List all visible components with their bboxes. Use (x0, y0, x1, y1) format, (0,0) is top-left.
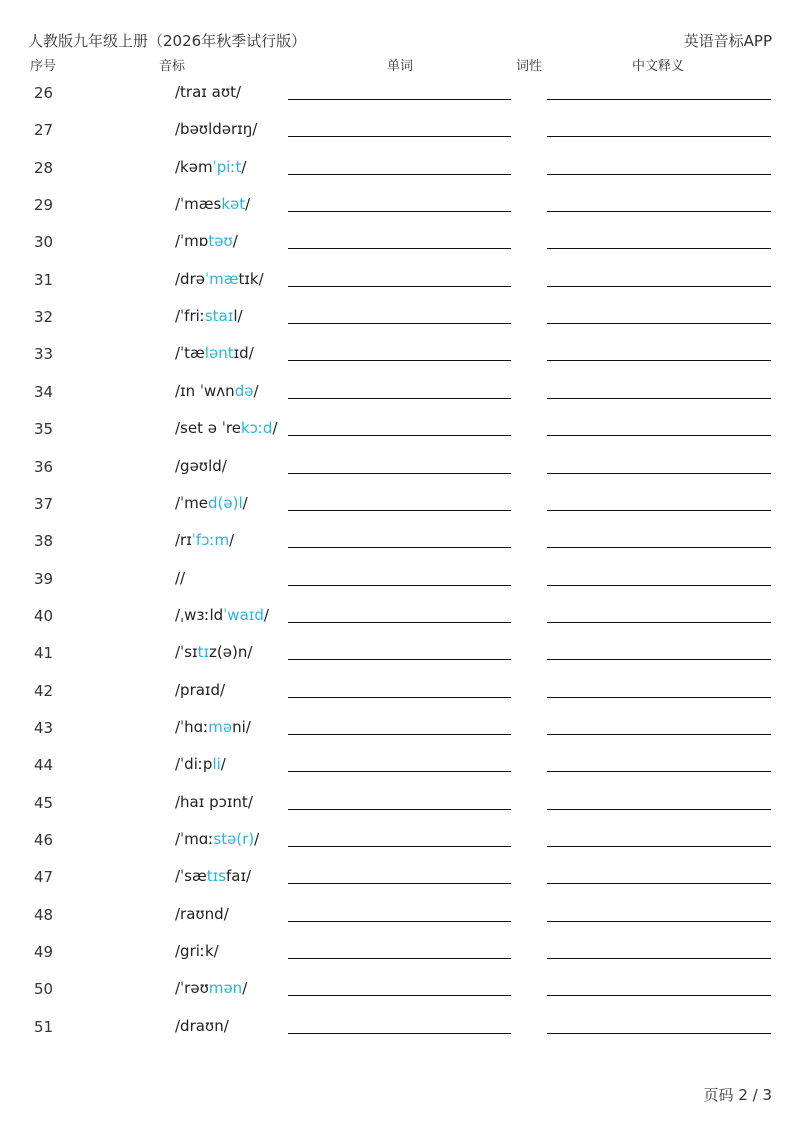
table-row (0, 867, 800, 908)
word-answer-line[interactable] (288, 286, 511, 287)
phonetic-segment: / (272, 419, 278, 438)
table-row (0, 755, 800, 796)
column-header-word: 单词 (387, 59, 414, 74)
phonetic-segment: /ˈmæs (175, 195, 222, 214)
word-answer-line[interactable] (288, 99, 511, 100)
table-row (0, 83, 800, 124)
phonetic-segment: /draʊn/ (175, 1016, 229, 1035)
stressed-syllable: lənt (204, 344, 234, 363)
row-index: 41 (34, 644, 54, 663)
row-index: 37 (34, 494, 54, 513)
row-index: 42 (34, 681, 54, 700)
phonetic-segment: /ˈsæ (175, 867, 207, 886)
table-row (0, 493, 800, 535)
phonetic-segment: / (263, 605, 269, 624)
word-answer-line[interactable] (288, 958, 511, 959)
phonetic-segment: /ˌwɜːld (175, 605, 224, 624)
phonetic-segment: /ˈdiːp (175, 755, 213, 774)
meaning-answer-line[interactable] (547, 136, 771, 137)
word-answer-line[interactable] (288, 323, 511, 324)
row-index: 33 (34, 345, 54, 364)
word-answer-line[interactable] (288, 360, 511, 361)
phonetic-segment: / (242, 979, 248, 998)
word-answer-line[interactable] (288, 435, 511, 436)
table-row (0, 381, 800, 423)
table-row (0, 195, 800, 236)
meaning-answer-line[interactable] (547, 398, 771, 399)
row-index: 51 (34, 1017, 54, 1036)
stressed-syllable: mə (208, 717, 233, 736)
phonetic-segment: ɪd/ (233, 344, 254, 363)
table-row (0, 942, 800, 983)
row-index: 45 (34, 793, 54, 812)
stressed-syllable: də (234, 381, 254, 400)
table-row (0, 680, 800, 722)
row-index: 32 (34, 308, 54, 327)
row-index: 50 (34, 980, 54, 999)
meaning-answer-line[interactable] (547, 435, 771, 436)
table-row (0, 568, 800, 610)
row-index: 40 (34, 606, 54, 625)
stressed-syllable: staɪ (204, 307, 234, 326)
meaning-answer-line[interactable] (547, 99, 771, 100)
word-answer-line[interactable] (288, 771, 511, 772)
row-index: 36 (34, 457, 54, 476)
table-row (0, 419, 800, 460)
phonetic-segment: / (254, 830, 260, 848)
meaning-answer-line[interactable] (547, 659, 771, 660)
word-answer-line[interactable] (288, 622, 511, 623)
stressed-syllable: mən (208, 979, 243, 998)
meaning-answer-line[interactable] (547, 585, 771, 586)
row-index: 43 (34, 718, 54, 737)
phonetic-segment: /griːk/ (175, 942, 219, 961)
meaning-answer-line[interactable] (547, 622, 771, 623)
phonetic-segment: /rɪ (175, 531, 192, 550)
stressed-syllable: ˈwaɪd (223, 605, 264, 624)
table-row (0, 605, 800, 647)
stressed-syllable: ˈpiːt (212, 157, 242, 176)
stressed-syllable: tɪ (197, 643, 210, 662)
page-number: 页码 2 / 3 (703, 1086, 772, 1104)
column-header-index: 序号 (30, 59, 57, 74)
row-index: 38 (34, 532, 54, 551)
meaning-answer-line[interactable] (547, 473, 771, 474)
word-answer-line[interactable] (288, 697, 511, 698)
phonetic-segment: /set ə ˈre (175, 419, 241, 438)
word-answer-line[interactable] (288, 211, 511, 212)
phonetic-segment: / (245, 195, 251, 214)
meaning-answer-line[interactable] (547, 771, 771, 772)
table-row (0, 1016, 800, 1058)
word-answer-line[interactable] (288, 547, 511, 548)
table-row (0, 232, 800, 273)
word-answer-line[interactable] (288, 734, 511, 735)
row-index: 47 (34, 868, 54, 887)
phonetic-segment: /haɪ pɔɪnt/ (175, 792, 253, 811)
table-row (0, 456, 800, 498)
phonetic-segment: /bəʊldərɪŋ/ (175, 120, 258, 139)
stressed-syllable: li (212, 755, 221, 774)
phonetic-segment: /ˈmɒ (175, 232, 209, 251)
row-index: 34 (34, 382, 54, 401)
stressed-syllable: stə(r) (213, 830, 255, 848)
phonetic-segment: /kəm (175, 157, 213, 176)
phonetic-segment: / (220, 755, 226, 774)
row-index: 31 (34, 270, 54, 289)
row-index: 48 (34, 905, 54, 924)
meaning-answer-line[interactable] (547, 995, 771, 996)
meaning-answer-line[interactable] (547, 360, 771, 361)
row-index: 26 (34, 84, 54, 102)
meaning-answer-line[interactable] (547, 921, 771, 922)
word-answer-line[interactable] (288, 248, 511, 249)
word-answer-line[interactable] (288, 809, 511, 810)
row-index: 46 (34, 831, 54, 849)
phonetic-segment: faɪ/ (226, 867, 252, 886)
phonetic-segment: /raʊnd/ (175, 904, 229, 923)
stressed-syllable: təʊ (208, 232, 233, 251)
table-row (0, 531, 800, 572)
table-row (0, 643, 800, 684)
meaning-answer-line[interactable] (547, 323, 771, 324)
table-row (0, 717, 800, 759)
column-header-pos: 词性 (516, 59, 543, 74)
meaning-answer-line[interactable] (547, 510, 771, 511)
phonetic-segment: l/ (233, 307, 243, 326)
row-index: 28 (34, 158, 54, 177)
word-answer-line[interactable] (288, 174, 511, 175)
word-answer-line[interactable] (288, 921, 511, 922)
meaning-answer-line[interactable] (547, 958, 771, 959)
row-index: 27 (34, 121, 54, 140)
phonetic-segment: /ˈmɑː (175, 830, 214, 848)
stressed-syllable: ˈfɔːm (191, 531, 230, 550)
word-answer-line[interactable] (288, 585, 511, 586)
phonetic-segment: /ɪn ˈwʌn (175, 381, 235, 400)
word-answer-line[interactable] (288, 846, 511, 847)
stressed-syllable: ˈmæ (204, 269, 239, 288)
table-row (0, 120, 800, 161)
meaning-answer-line[interactable] (547, 547, 771, 548)
table-row (0, 904, 800, 946)
document-title: 人教版九年级上册（2026年秋季试行版） (28, 32, 307, 50)
table-row (0, 830, 800, 871)
row-index: 49 (34, 943, 54, 962)
table-row (0, 269, 800, 311)
meaning-answer-line[interactable] (547, 697, 771, 698)
table-row (0, 157, 800, 199)
word-answer-line[interactable] (288, 510, 511, 511)
table-row (0, 344, 800, 385)
phonetic-segment: /traɪ aʊt/ (175, 83, 242, 101)
word-answer-line[interactable] (288, 398, 511, 399)
phonetic-segment: /gəʊld/ (175, 456, 227, 475)
phonetic-segment: /ˈsɪ (175, 643, 198, 662)
meaning-answer-line[interactable] (547, 211, 771, 212)
column-header-phonetic: 音标 (159, 59, 186, 74)
phonetic-segment: /ˈme (175, 493, 209, 512)
stressed-syllable: kɔːd (240, 419, 273, 438)
phonetic-segment: / (253, 381, 259, 400)
phonetic-segment: / (241, 157, 247, 176)
phonetic-segment: / (229, 531, 235, 550)
row-index: 39 (34, 569, 54, 588)
meaning-answer-line[interactable] (547, 846, 771, 847)
phonetic-segment: tɪk/ (238, 269, 264, 288)
stressed-syllable: kət (221, 195, 246, 214)
row-index: 29 (34, 196, 54, 215)
meaning-answer-line[interactable] (547, 883, 771, 884)
phonetic-segment: /drə (175, 269, 205, 288)
meaning-answer-line[interactable] (547, 286, 771, 287)
phonetic-segment: /praɪd/ (175, 680, 226, 699)
table-row (0, 792, 800, 834)
word-answer-line[interactable] (288, 473, 511, 474)
brand-name: 英语音标APP (683, 32, 772, 50)
meaning-answer-line[interactable] (547, 1033, 771, 1034)
row-index: 30 (34, 233, 54, 252)
row-index: 35 (34, 420, 54, 439)
table-row (0, 979, 800, 1020)
meaning-answer-line[interactable] (547, 809, 771, 810)
stressed-syllable: d(ə)l (208, 493, 243, 512)
stressed-syllable: tɪs (206, 867, 227, 886)
phonetic-segment: // (175, 568, 186, 587)
word-answer-line[interactable] (288, 659, 511, 660)
meaning-answer-line[interactable] (547, 174, 771, 175)
word-answer-line[interactable] (288, 1033, 511, 1034)
word-answer-line[interactable] (288, 883, 511, 884)
phonetic-segment: z(ə)n/ (209, 643, 253, 662)
phonetic-segment: / (232, 232, 238, 251)
word-answer-line[interactable] (288, 136, 511, 137)
phonetic-segment: ni/ (232, 717, 251, 736)
phonetic-segment: /ˈhɑː (175, 717, 209, 736)
table-row (0, 307, 800, 348)
meaning-answer-line[interactable] (547, 734, 771, 735)
row-index: 44 (34, 756, 54, 775)
phonetic-segment: /ˈfriː (175, 307, 205, 326)
phonetic-segment: /ˈrəʊ (175, 979, 209, 998)
meaning-answer-line[interactable] (547, 248, 771, 249)
word-answer-line[interactable] (288, 995, 511, 996)
column-header-meaning: 中文释义 (632, 59, 685, 74)
phonetic-segment: /ˈtæ (175, 344, 205, 363)
phonetic-segment: / (242, 493, 248, 512)
